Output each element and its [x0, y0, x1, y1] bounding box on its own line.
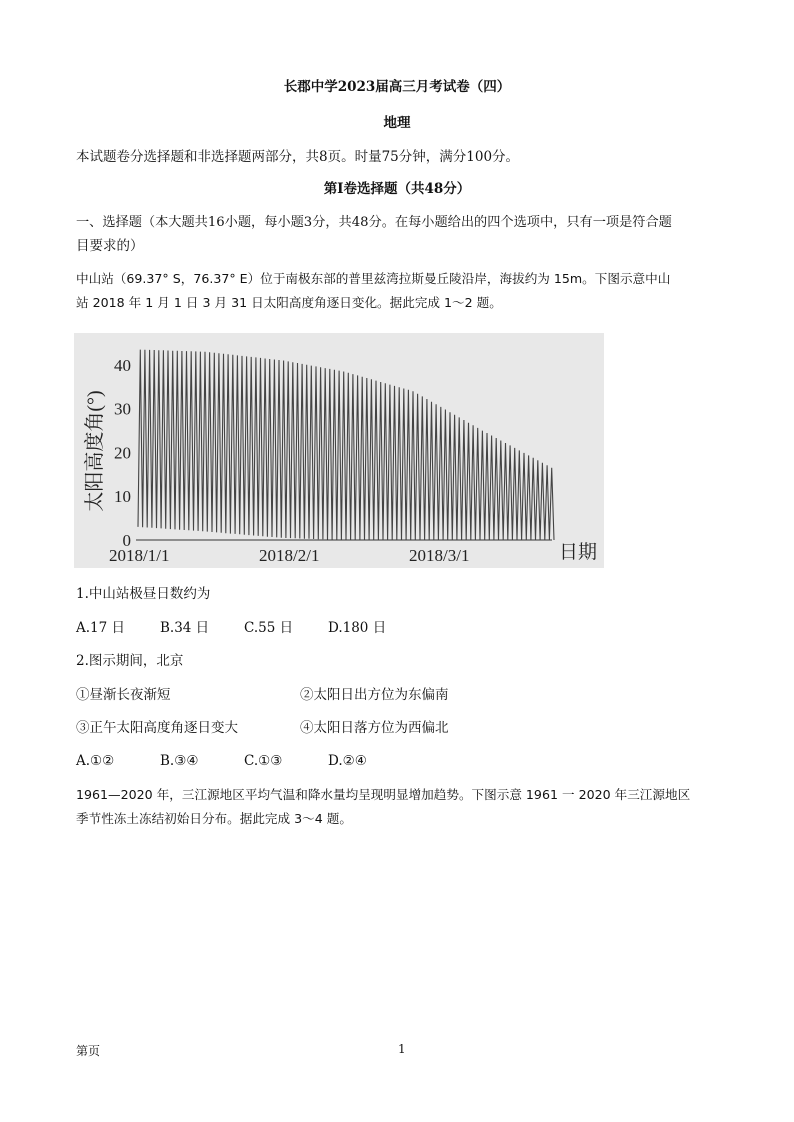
q1-option-c: C.55 日 — [244, 620, 294, 636]
q2-item-3: ③正午太阳高度角逐日变大 — [76, 720, 238, 736]
q2-option-d: D.②④ — [328, 753, 367, 769]
material2-line1: 1961—2020 年，三江源地区平均气温和降水量均呈现明显增加趋势。下图示意 1961 一 2020 年三江源地区 — [76, 787, 691, 802]
subject-title: 地理 — [383, 115, 411, 131]
footer-left: 第页 — [76, 1044, 101, 1058]
q2-item-2: ②太阳日出方位为东偏南 — [300, 687, 449, 703]
exam-title: 长郡中学2023届高三月考试卷（四） — [283, 79, 511, 95]
q1-option-a: A.17 日 — [76, 620, 126, 636]
material2-line2: 季节性冻土冻结初始日分布。据此完成 3～4 题。 — [76, 811, 352, 826]
y-tick-label: 30 — [114, 399, 131, 419]
instructions-line2: 目要求的） — [76, 238, 144, 254]
q2-stem: 2.图示期间，北京 — [76, 653, 184, 669]
section-title: 第Ⅰ卷选择题（共48分） — [323, 181, 471, 197]
q2-option-c: C.①③ — [244, 753, 283, 769]
y-tick-label: 0 — [122, 531, 131, 550]
q1-option-d: D.180 日 — [328, 620, 387, 636]
x-axis-label: 日期 — [558, 542, 598, 563]
y-tick-label: 40 — [114, 355, 131, 375]
q2-option-b: B.③④ — [160, 753, 199, 769]
x-tick-label: 2018/2/1 — [259, 546, 320, 565]
material1-line1: 中山站（69.37° S，76.37° E）位于南极东部的普里兹湾拉斯曼丘陵沿岸，海拔约为 15m。下图示意中山 — [76, 271, 671, 286]
q2-item-1: ①昼渐长夜渐短 — [76, 687, 171, 703]
instructions-line1: 一、选择题（本大题共16小题，每小题3分，共48分。在每小题给出的四个选项中，只有一项是符合题 — [76, 215, 672, 230]
q1-stem: 1.中山站极昼日数约为 — [76, 586, 211, 602]
footer-page-number: 1 — [398, 1042, 406, 1056]
solar-altitude-chart — [74, 333, 604, 568]
q2-item-4: ④太阳日落方位为西偏北 — [300, 720, 449, 736]
y-tick-label: 10 — [114, 487, 131, 507]
exam-intro: 本试题卷分选择题和非选择题两部分，共8页。时量75分钟，满分100分。 — [76, 149, 520, 165]
material1-line2: 站 2018 年 1 月 1 日 3 月 31 日太阳高度角逐日变化。据此完成 1～2 题。 — [76, 295, 502, 310]
y-tick-label: 20 — [114, 443, 131, 463]
x-tick-label: 2018/3/1 — [409, 546, 470, 565]
q1-option-b: B.34 日 — [160, 620, 210, 636]
y-axis-label: 太阳高度角(°) — [84, 390, 106, 512]
chart-svg — [74, 333, 604, 568]
q2-option-a: A.①② — [76, 753, 115, 769]
x-tick-label: 2018/1/1 — [109, 546, 170, 565]
